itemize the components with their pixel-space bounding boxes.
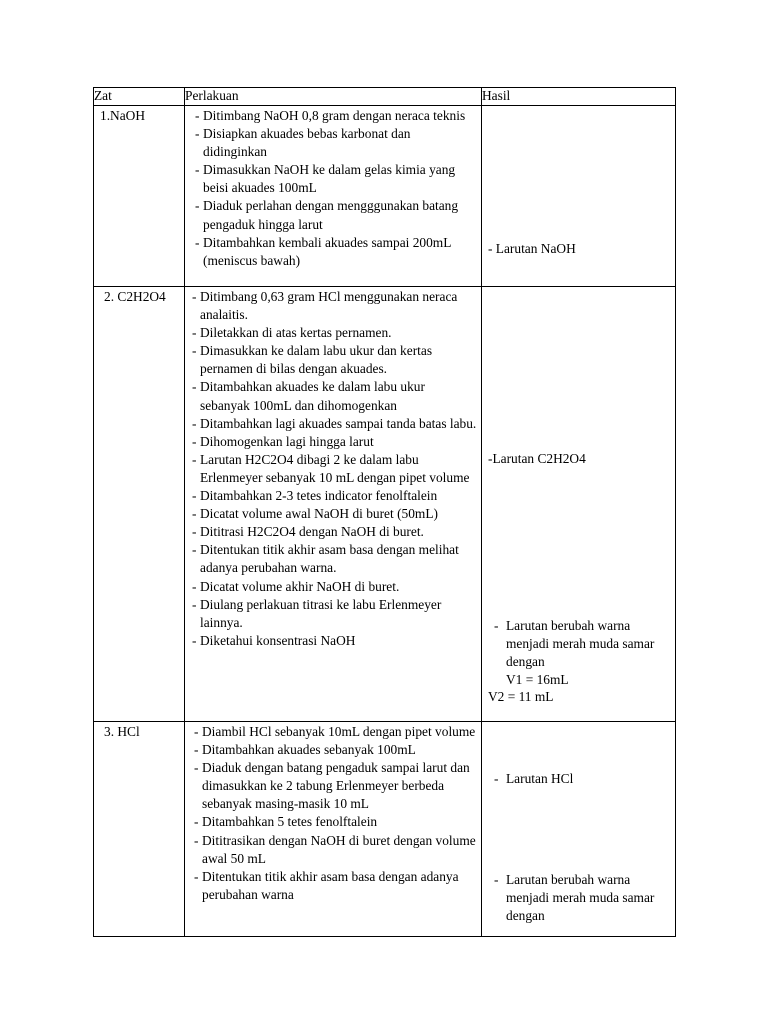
list-item: - Diambil HCl sebanyak 10mL dengan pipet volume: [194, 723, 477, 741]
list-item: - Dicatat volume awal NaOH di buret (50mL): [192, 505, 477, 523]
table-row: [94, 106, 676, 287]
result-text: - Larutan HCl: [494, 771, 574, 786]
result-text: -Larutan C2H2O4: [488, 451, 586, 466]
dash-marker: -: [494, 872, 499, 887]
list-item: - Ditimbang NaOH 0,8 gram dengan neraca teknis: [195, 107, 477, 125]
list-item: - Diketahui konsentrasi NaOH: [192, 632, 477, 650]
color-change-text: - Larutan berubah warna menjadi merah muda samar dengan: [494, 618, 655, 669]
list-item: - Ditambahkan kembali akuades sampai 200mL (meniscus bawah): [195, 234, 477, 270]
hasil-cell: [482, 287, 676, 722]
table-row: [94, 722, 676, 937]
list-item: - Dihomogenkan lagi hingga larut: [192, 433, 477, 451]
hasil-cell: [482, 722, 676, 937]
list-item: - Dititrasi H2C2O4 dengan NaOH di buret.: [192, 523, 477, 541]
list-item: - Dimasukkan NaOH ke dalam gelas kimia yang beisi akuades 100mL: [195, 161, 477, 197]
list-item: - Dicatat volume akhir NaOH di buret.: [192, 578, 477, 596]
list-item: - Ditentukan titik akhir asam basa dengan adanya perubahan warna: [194, 868, 477, 904]
perlakuan-cell: [185, 106, 482, 287]
result-text: - Larutan NaOH: [488, 241, 576, 256]
perlakuan-cell: [185, 722, 482, 937]
volume-v1: V1 = 16mL: [506, 672, 569, 687]
list-item: - Diaduk perlahan dengan mengggunakan batang pengaduk hingga larut: [195, 197, 477, 233]
list-item: - Ditentukan titik akhir asam basa dengan melihat adanya perubahan warna.: [192, 541, 477, 577]
list-item: - Ditambahkan akuades ke dalam labu ukur sebanyak 100mL dan dihomogenkan: [192, 378, 477, 414]
results-table: [93, 87, 676, 937]
header-hasil: Hasil: [482, 88, 676, 106]
volume-v2: V2 = 11 mL: [488, 689, 554, 704]
zat-cell: 2. C2H2O4: [94, 287, 185, 722]
zat-cell: 1.NaOH: [94, 106, 185, 287]
hasil-cell: [482, 106, 676, 287]
list-item: - Ditimbang 0,63 gram HCl menggunakan neraca analaitis.: [192, 288, 477, 324]
list-item: - Disiapkan akuades bebas karbonat dan didinginkan: [195, 125, 477, 161]
header-zat: Zat: [94, 88, 185, 106]
perlakuan-cell: [185, 287, 482, 722]
steps-list: [185, 722, 481, 904]
list-item: - Ditambahkan 5 tetes fenolftalein: [194, 813, 477, 831]
dash-marker: -: [494, 771, 499, 786]
list-item: - Ditambahkan 2-3 tetes indicator fenolftalein: [192, 487, 477, 505]
list-item: - Larutan H2C2O4 dibagi 2 ke dalam labu Erlenmeyer sebanyak 10 mL dengan pipet volume: [192, 451, 477, 487]
list-item: - Ditambahkan akuades sebanyak 100mL: [194, 741, 477, 759]
list-item: - Diulang perlakuan titrasi ke labu Erlenmeyer lainnya.: [192, 596, 477, 632]
dash-marker: -: [494, 618, 499, 633]
table-row: [94, 287, 676, 722]
steps-list: [185, 106, 481, 270]
table-header-row: [94, 88, 676, 106]
header-perlakuan: Perlakuan: [185, 88, 482, 106]
color-change-text: - Larutan berubah warna menjadi merah muda samar dengan: [494, 872, 655, 923]
list-item: - Diletakkan di atas kertas pernamen.: [192, 324, 477, 342]
list-item: - Diaduk dengan batang pengaduk sampai larut dan dimasukkan ke 2 tabung Erlenmeyer berbeda sebanyak masing-masik 10 mL: [194, 759, 477, 813]
steps-list: [185, 287, 481, 650]
list-item: - Dititrasikan dengan NaOH di buret dengan volume awal 50 mL: [194, 832, 477, 868]
list-item: - Ditambahkan lagi akuades sampai tanda batas labu.: [192, 415, 477, 433]
list-item: - Dimasukkan ke dalam labu ukur dan kertas pernamen di bilas dengan akuades.: [192, 342, 477, 378]
zat-cell: 3. HCl: [94, 722, 185, 937]
